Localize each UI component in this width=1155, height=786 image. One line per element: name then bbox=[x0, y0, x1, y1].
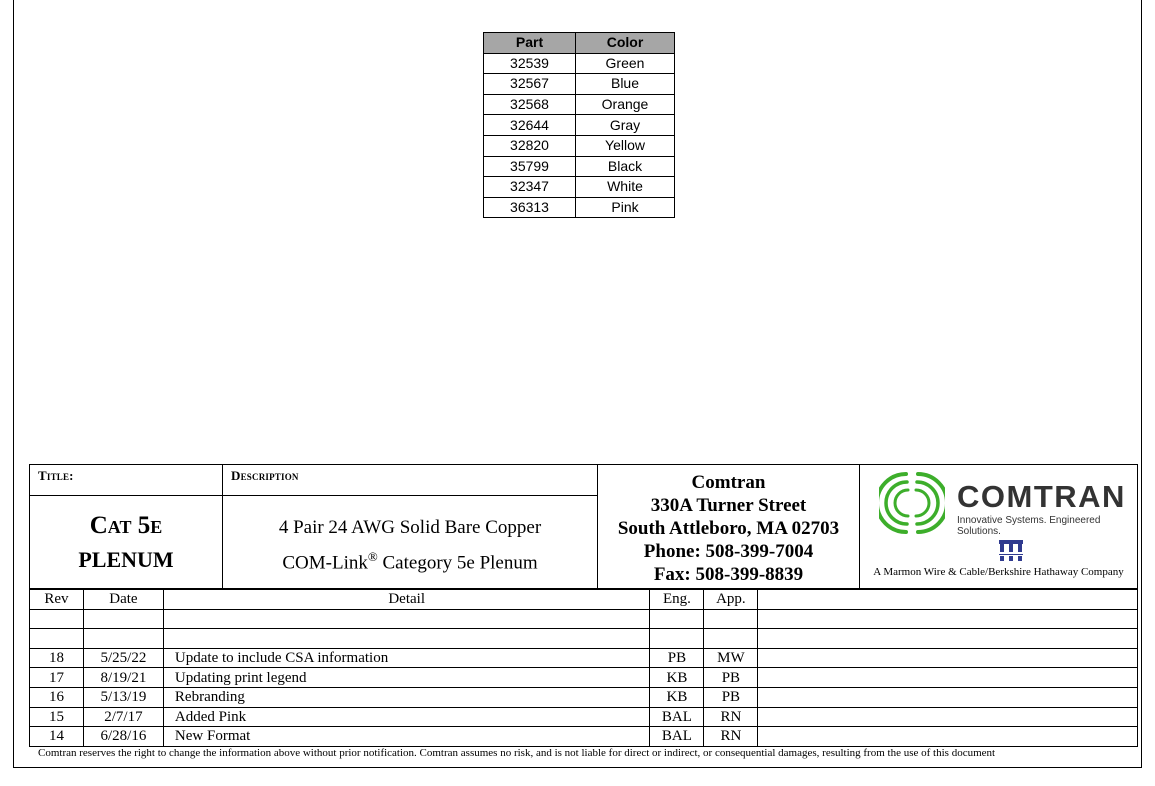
rev-eng-cell bbox=[650, 629, 704, 649]
revision-row bbox=[30, 629, 1138, 649]
part-color-row bbox=[484, 197, 675, 218]
rev-number-cell: 16 bbox=[30, 687, 84, 707]
title-cell bbox=[30, 465, 223, 588]
revision-row bbox=[30, 609, 1138, 629]
rev-date-cell: 8/19/21 bbox=[83, 668, 163, 688]
rev-detail-cell: Update to include CSA information bbox=[163, 648, 650, 668]
rev-eng-cell bbox=[650, 609, 704, 629]
part-number-cell: 32347 bbox=[484, 177, 576, 198]
color-cell: Green bbox=[576, 53, 675, 74]
part-color-row bbox=[484, 177, 675, 198]
eng-column-header: Eng. bbox=[650, 590, 704, 610]
logo-tagline: Innovative Systems. Engineered Solutions. bbox=[957, 515, 1101, 537]
part-number-cell: 32567 bbox=[484, 74, 576, 95]
part-color-table bbox=[483, 32, 675, 218]
part-color-row bbox=[484, 135, 675, 156]
rev-eng-cell: BAL bbox=[650, 707, 704, 727]
description-brand: COM-Link bbox=[282, 552, 368, 574]
rev-date-cell bbox=[83, 609, 163, 629]
rev-blank-cell bbox=[758, 629, 1138, 649]
rev-app-cell: RN bbox=[704, 707, 758, 727]
revision-row bbox=[30, 727, 1138, 747]
parent-company: A Marmon Wire & Cable/Berkshire Hathaway Company bbox=[873, 566, 1124, 578]
rev-date-cell: 5/13/19 bbox=[83, 687, 163, 707]
fax-number: Fax: 508-399-8839 bbox=[653, 564, 804, 585]
rev-date-cell: 2/7/17 bbox=[83, 707, 163, 727]
part-color-row bbox=[484, 94, 675, 115]
rev-number-cell: 15 bbox=[30, 707, 84, 727]
color-cell: White bbox=[576, 177, 675, 198]
comtran-ring-icon bbox=[879, 470, 945, 536]
registered-mark: ® bbox=[367, 549, 378, 564]
date-column-header: Date bbox=[83, 590, 163, 610]
rev-detail-cell: Added Pink bbox=[163, 707, 650, 727]
revision-row bbox=[30, 648, 1138, 668]
part-color-row bbox=[484, 115, 675, 136]
part-number-cell: 36313 bbox=[484, 197, 576, 218]
part-color-header-row bbox=[484, 33, 675, 54]
rev-app-cell bbox=[704, 609, 758, 629]
product-title-line1: Cat 5e bbox=[89, 512, 163, 539]
rev-date-cell: 6/28/16 bbox=[83, 727, 163, 747]
rev-detail-cell: New Format bbox=[163, 727, 650, 747]
title-divider bbox=[30, 495, 222, 496]
rev-app-cell: RN bbox=[704, 727, 758, 747]
company-address bbox=[598, 471, 859, 586]
description-label: Description bbox=[231, 468, 299, 483]
part-number-cell: 32568 bbox=[484, 94, 576, 115]
product-description bbox=[223, 513, 597, 577]
part-number-cell: 32539 bbox=[484, 53, 576, 74]
description-divider bbox=[223, 495, 597, 496]
rev-blank-cell bbox=[758, 609, 1138, 629]
part-color-row bbox=[484, 53, 675, 74]
revision-table bbox=[29, 589, 1138, 747]
product-title bbox=[30, 509, 222, 577]
rev-number-cell bbox=[30, 609, 84, 629]
part-number-cell: 32644 bbox=[484, 115, 576, 136]
comtran-logo-word: COMTRAN bbox=[957, 479, 1126, 514]
rev-eng-cell: BAL bbox=[650, 727, 704, 747]
revision-row bbox=[30, 707, 1138, 727]
rev-blank-cell bbox=[758, 668, 1138, 688]
app-column-header: App. bbox=[704, 590, 758, 610]
blank-column-header bbox=[758, 590, 1138, 610]
rev-number-cell: 18 bbox=[30, 648, 84, 668]
rev-eng-cell: KB bbox=[650, 668, 704, 688]
part-number-cell: 35799 bbox=[484, 156, 576, 177]
title-block bbox=[29, 464, 1138, 589]
rev-blank-cell bbox=[758, 648, 1138, 668]
rev-number-cell bbox=[30, 629, 84, 649]
rev-date-cell: 5/25/22 bbox=[83, 648, 163, 668]
rev-detail-cell: Rebranding bbox=[163, 687, 650, 707]
rev-number-cell: 17 bbox=[30, 668, 84, 688]
title-label: Title: bbox=[38, 468, 74, 483]
detail-column-header: Detail bbox=[163, 590, 650, 610]
rev-detail-cell: Updating print legend bbox=[163, 668, 650, 688]
phone-number: Phone: 508-399-7004 bbox=[643, 541, 814, 562]
revision-row bbox=[30, 687, 1138, 707]
part-column-header: Part bbox=[484, 33, 576, 54]
rev-eng-cell: PB bbox=[650, 648, 704, 668]
rev-blank-cell bbox=[758, 707, 1138, 727]
revision-row bbox=[30, 668, 1138, 688]
rev-date-cell bbox=[83, 629, 163, 649]
rev-app-cell: PB bbox=[704, 687, 758, 707]
color-cell: Pink bbox=[576, 197, 675, 218]
marmon-logo-icon bbox=[998, 539, 1024, 561]
address-cell bbox=[598, 465, 860, 588]
city-state-zip: South Attleboro, MA 02703 bbox=[617, 518, 840, 539]
color-column-header: Color bbox=[576, 33, 675, 54]
logo-cell bbox=[860, 465, 1137, 588]
description-line1: 4 Pair 24 AWG Solid Bare Copper bbox=[278, 517, 542, 538]
color-cell: Blue bbox=[576, 74, 675, 95]
rev-detail-cell bbox=[163, 609, 650, 629]
rev-app-cell: MW bbox=[704, 648, 758, 668]
color-cell: Yellow bbox=[576, 135, 675, 156]
description-cell bbox=[223, 465, 598, 588]
part-color-row bbox=[484, 74, 675, 95]
revision-header-row bbox=[30, 590, 1138, 610]
rev-blank-cell bbox=[758, 727, 1138, 747]
rev-blank-cell bbox=[758, 687, 1138, 707]
description-line2 bbox=[223, 542, 597, 577]
rev-eng-cell: KB bbox=[650, 687, 704, 707]
color-cell: Gray bbox=[576, 115, 675, 136]
part-color-row bbox=[484, 156, 675, 177]
street-address: 330A Turner Street bbox=[650, 495, 807, 516]
rev-app-cell: PB bbox=[704, 668, 758, 688]
rev-number-cell: 14 bbox=[30, 727, 84, 747]
rev-detail-cell bbox=[163, 629, 650, 649]
description-category: Category 5e Plenum bbox=[377, 552, 538, 574]
product-title-line2: PLENUM bbox=[78, 547, 174, 572]
color-cell: Black bbox=[576, 156, 675, 177]
color-cell: Orange bbox=[576, 94, 675, 115]
rev-column-header: Rev bbox=[30, 590, 84, 610]
company-name: Comtran bbox=[691, 472, 766, 493]
part-number-cell: 32820 bbox=[484, 135, 576, 156]
disclaimer: Comtran reserves the right to change the information above without prior notification. Comtran assumes no risk, and is not liable for direct or indirect, or consequential damages, resulting from the use of this document bbox=[38, 747, 996, 759]
rev-app-cell bbox=[704, 629, 758, 649]
